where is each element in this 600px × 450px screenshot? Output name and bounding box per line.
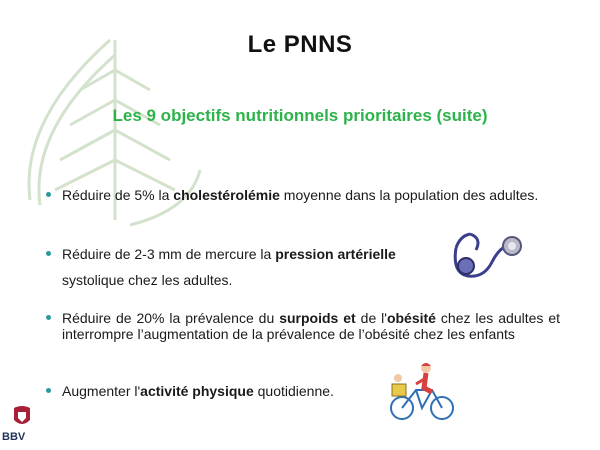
bullet-bold-text: activité physique: [140, 383, 254, 399]
bullet-bold-text: obésité: [386, 310, 436, 326]
bullet-text: Réduire de 20% la prévalence du: [62, 310, 280, 326]
logo-text: BBV: [2, 431, 26, 443]
bullet-text: chez les adultes et interrompre l’augmentation de la prévalence de l’obésité chez les enfants: [62, 310, 560, 342]
bullet-icon: [46, 192, 51, 197]
bullet-text: moyenne dans la population des adultes.: [279, 187, 539, 203]
bullet-icon: [46, 315, 51, 320]
bullet-icon: [46, 251, 51, 256]
bullet-text: systolique chez les adultes.: [62, 272, 233, 288]
bullet-text: quotidienne.: [253, 383, 334, 399]
stethoscope-icon: [446, 228, 528, 286]
bullet-bold-text: surpoids et: [279, 310, 356, 326]
bullet-icon: [46, 388, 51, 393]
bullet-text: Augmenter l': [62, 383, 141, 399]
cyclist-icon: [386, 358, 458, 422]
list-item: [62, 246, 442, 288]
list-item: [62, 187, 560, 203]
list-item: [62, 310, 560, 342]
bullet-bold-text: pression artérielle: [275, 246, 396, 262]
bullet-bold-text: cholestérolémie: [173, 187, 280, 203]
bullet-text: Réduire de 5% la: [62, 187, 174, 203]
slide-title: Le PNNS: [247, 31, 353, 58]
slide-subtitle: Les 9 objectifs nutritionnels prioritaires (suite): [112, 106, 488, 125]
list-item: [62, 383, 392, 399]
bullet-text: Réduire de 2-3 mm de mercure la: [62, 246, 276, 262]
bullet-text: de l': [355, 310, 387, 326]
